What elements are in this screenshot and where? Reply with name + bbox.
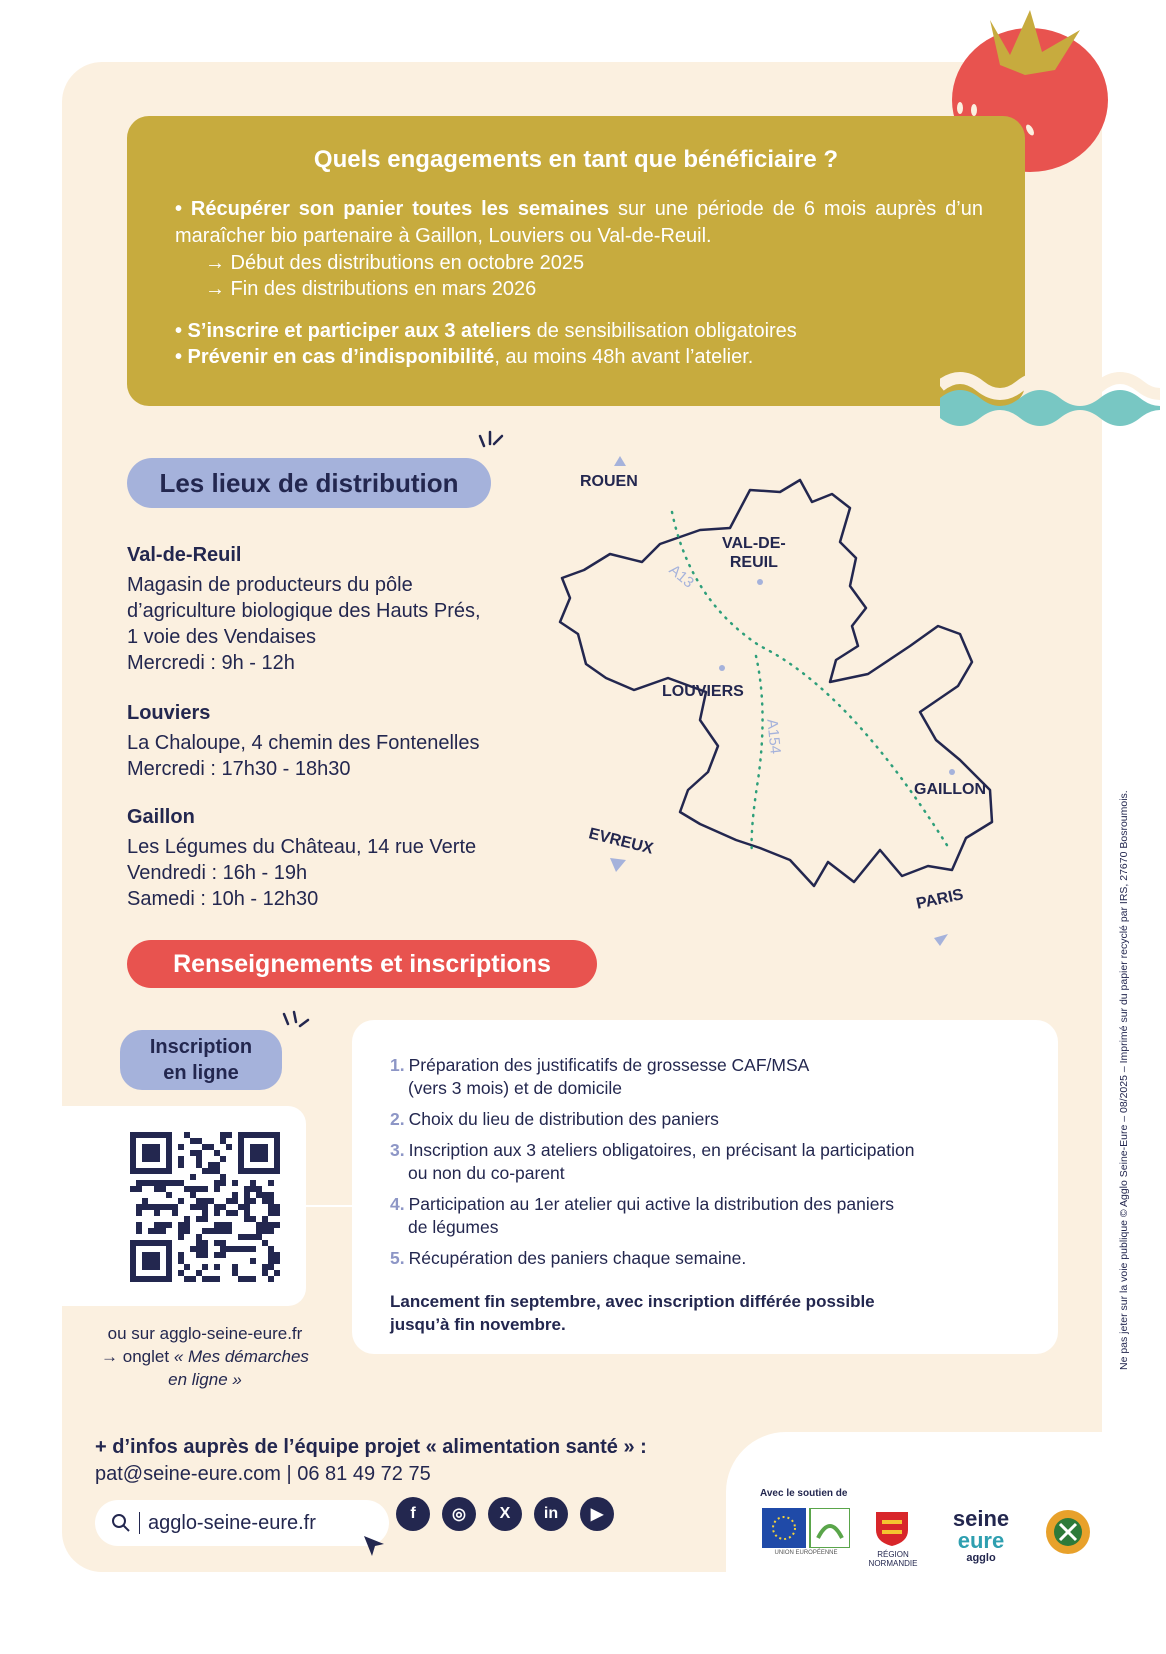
list-item: 2. Choix du lieu de distribution des paniers <box>390 1109 719 1129</box>
list-item: 3. Inscription aux 3 ateliers obligatoires, en précisant la participation ou non du co-parent <box>390 1140 915 1183</box>
normandie-logo <box>872 1508 912 1548</box>
map-label-paris: PARIS <box>914 886 965 913</box>
location-line: 1 voie des Vendaises <box>127 626 317 648</box>
cursor-icon <box>362 1534 386 1558</box>
qr-code[interactable] <box>130 1132 280 1282</box>
distribution-start: → Début des distributions en octobre 2025 <box>205 252 585 274</box>
location-hours: Vendredi : 16h - 19h <box>127 862 308 884</box>
territory-outline <box>550 450 1060 980</box>
location-gaillon <box>127 804 476 912</box>
wave-decoration <box>940 368 1160 430</box>
location-line: Magasin de producteurs du pôle <box>127 574 413 596</box>
sparkle-icon <box>476 430 506 454</box>
instagram-icon[interactable]: ◎ <box>442 1497 476 1531</box>
connector-line <box>306 1204 352 1208</box>
location-hours: Mercredi : 9h - 12h <box>127 652 295 674</box>
distribution-end: → Fin des distributions en mars 2026 <box>205 278 537 300</box>
map-label-evreux: EVREUX <box>586 825 655 858</box>
eu-leader-logo <box>762 1508 850 1548</box>
engagement-item-basket: • Récupérer son panier toutes les semaines sur une période de 6 mois auprès d’un maraîcher bio partenaire à Gaillon, Louviers ou Val-de-Reuil. <box>175 198 983 247</box>
location-hours: Mercredi : 17h30 - 18h30 <box>127 758 351 780</box>
linkedin-icon[interactable]: in <box>534 1497 568 1531</box>
engagements-title: Quels engagements en tant que bénéficiaire ? <box>313 146 839 173</box>
online-inscription-badge: Inscription en ligne <box>120 1030 282 1090</box>
engagements-box <box>127 116 1025 406</box>
youtube-icon[interactable]: ▶ <box>580 1497 614 1531</box>
inscriptions-heading: Renseignements et inscriptions <box>127 940 597 988</box>
location-louviers <box>127 700 479 782</box>
road-label-a154: A154 <box>763 718 784 755</box>
steps-list <box>390 1054 1030 1278</box>
social-links <box>396 1497 614 1531</box>
seine-eure-logo: seine eure agglo <box>952 1506 1010 1564</box>
territory-map <box>550 450 1060 980</box>
x-icon[interactable]: X <box>488 1497 522 1531</box>
location-name: Val-de-Reuil <box>127 544 242 566</box>
location-hours: Samedi : 10h - 12h30 <box>127 888 319 910</box>
location-name: Louviers <box>127 702 211 724</box>
website-link[interactable]: ou sur agglo-seine-eure.fr <box>107 1324 303 1343</box>
list-item: 4. Participation au 1er atelier qui active la distribution des paniers de légumes <box>390 1194 895 1237</box>
contact-details[interactable]: pat@seine-eure.com | 06 81 49 72 75 <box>95 1463 431 1485</box>
map-label-val-de-reuil: VAL-DE- REUIL <box>722 535 786 571</box>
sparkle-icon <box>282 1010 312 1036</box>
launch-note: Lancement fin septembre, avec inscription différée possible jusqu’à fin novembre. <box>390 1292 875 1334</box>
map-label-gaillon: GAILLON <box>914 781 986 798</box>
distribution-heading: Les lieux de distribution <box>127 458 491 508</box>
contact-info <box>95 1434 647 1488</box>
facebook-icon[interactable]: f <box>396 1497 430 1531</box>
sponsor-label: Avec le soutien de <box>760 1488 848 1499</box>
road-label-a13: A13 <box>665 561 698 592</box>
map-label-louviers: LOUVIERS <box>662 683 744 700</box>
search-text: agglo-seine-eure.fr <box>148 1511 316 1534</box>
website-search-bar[interactable] <box>95 1500 389 1546</box>
engagement-item-workshops: • S’inscrire et participer aux 3 ateliers de sensibilisation obligatoires <box>175 320 797 342</box>
website-instructions: ou sur agglo-seine-eure.fr → onglet « Mes démarches en ligne » <box>101 1324 309 1389</box>
eu-caption: UNION EUROPÉENNE <box>774 1550 838 1556</box>
map-label-rouen: ROUEN <box>580 473 638 490</box>
list-item: 5. Récupération des paniers chaque semaine. <box>390 1248 747 1268</box>
location-line: d’agriculture biologique des Hauts Prés, <box>127 600 481 622</box>
list-item: 1. Préparation des justificatifs de grossesse CAF/MSA (vers 3 mois) et de domicile <box>390 1055 810 1098</box>
location-name: Gaillon <box>127 806 195 828</box>
engagement-item-notice: • Prévenir en cas d’indisponibilité, au moins 48h avant l’atelier. <box>175 346 754 368</box>
search-icon <box>111 1513 131 1533</box>
location-val-de-reuil <box>127 542 481 676</box>
contact-heading: + d’infos auprès de l’équipe projet « alimentation santé » : <box>95 1436 647 1458</box>
location-line: La Chaloupe, 4 chemin des Fontenelles <box>127 732 480 754</box>
projet-alimentaire-logo <box>1044 1508 1092 1556</box>
normandie-caption: RÉGION NORMANDIE <box>868 1550 918 1568</box>
legal-notice: Ne pas jeter sur la voie publique © Agglo Seine-Eure – 08/2025 – Imprimé sur du papier recyclé par IRS, 27670 Bosroumois. <box>1118 790 1130 1370</box>
location-line: Les Légumes du Château, 14 rue Verte <box>127 836 477 858</box>
